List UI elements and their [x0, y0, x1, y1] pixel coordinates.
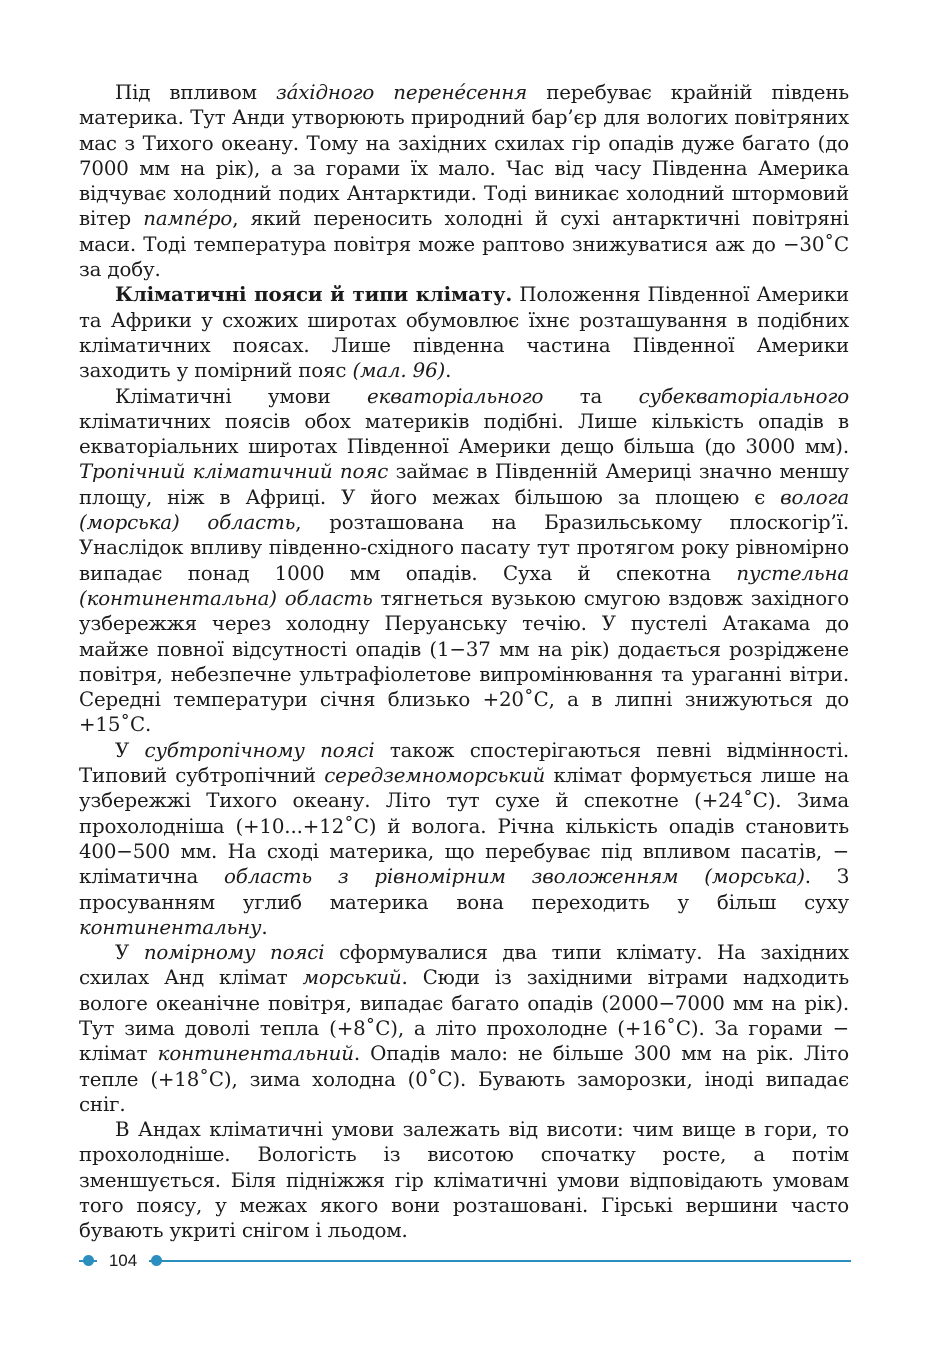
italic-term: континентальний — [157, 1042, 354, 1066]
italic-term: середземноморський — [324, 764, 546, 788]
footer-dot-icon — [83, 1255, 94, 1266]
italic-term: континентальну — [79, 915, 262, 939]
italic-term: помірному поясі — [143, 941, 325, 965]
italic-term: Тропічний кліматичний пояс — [79, 460, 389, 484]
text-run: . З просуванням углиб материка вона переходить у більш суху — [79, 865, 849, 914]
text-run: . Опадів мало: не більше 300 мм на рік. Літо тепле (+18˚С), зима холодна (0˚С). Бувають заморозки, іноді випадає сніг. — [79, 1042, 849, 1116]
italic-term: екваторіального — [367, 384, 544, 408]
page-body — [79, 80, 849, 1244]
italic-term: субтропічному поясі — [144, 738, 375, 762]
italic-term: пампéро — [143, 207, 233, 231]
footer-rule — [79, 1260, 851, 1262]
bold-heading: Кліматичні пояси й типи клімату. — [115, 282, 513, 307]
text-run: тягнеться вузькою смугою вздовж західного узбережжя через холодну Перуанську течію. У пустелі Атакама до майже повної відсутності опадів (1−37 мм на рік) додається розріджене повітря, небезпечне ультрафіолетове випромінювання та ураганні вітри. Середні температури січня близько +20˚С, а в липні знижуються до +15˚С. — [79, 586, 849, 737]
text-run: також спостерігаються певні відмінності. Типовий субтропічний — [79, 738, 849, 788]
italic-term: (мал. 96) — [352, 359, 446, 383]
text-run: та — [543, 384, 639, 408]
italic-term: зáхідного перенéсення — [276, 81, 528, 104]
paragraph-temperate — [79, 940, 849, 1117]
text-run: , розташована на Бразильському плоскогір’ї. Унаслідок впливу південно-східного пасату тут протягом року рівномірно випадає понад 1000 мм опадів. Суха й спекотна — [79, 511, 849, 585]
text-run: клімат формується лише на узбережжі Тихого океану. Літо тут сухе й спекотне (+24˚С). Зима прохолодніша (+10...+12˚С) й волога. Річна кількість опадів становить 400−500 мм. На сході материка, що перебуває під впливом пасатів, − кліматична — [79, 764, 850, 889]
paragraph-climate-belts — [79, 282, 849, 383]
paragraph-westerlies — [79, 80, 849, 282]
footer-dot-icon — [151, 1255, 162, 1266]
text-run: . — [445, 359, 452, 383]
paragraph-subtropical — [79, 738, 849, 940]
italic-term: область з рівномірним зволоженням (морська) — [224, 865, 805, 889]
text-run: . Сюди із західними вітрами надходить вологе океанічне повітря, випадає багато опадів (2000−7000 мм на рік). Тут зима доволі тепла (+8˚С), а літо прохолодне (+16˚С). За горами − клімат — [79, 966, 850, 1066]
text-run: Кліматичні умови — [115, 384, 367, 408]
italic-term: пустельна (континентальна) область — [79, 561, 849, 610]
italic-term: морський — [302, 966, 402, 990]
text-run: У — [115, 941, 144, 965]
italic-term: субекваторіального — [638, 384, 849, 408]
text-run: , який переносить холодні й сухі антарктичні повітряні маси. Тоді температура повітря може раптово знижуватися аж до −30˚С за добу. — [79, 207, 849, 282]
text-run: В Андах кліматичні умови залежать від висоти: чим вище в гори, то прохолодніше. Вологість із висотою спочатку росте, а потім зменшується. Біля підніжжя гір кліматичні умови відповідають умовам того поясу, у межах якого вони розташовані. Гірські вершини часто бувають укриті снігом і льодом. — [79, 1118, 849, 1243]
text-run: займає в Південній Америці значно меншу площу, ніж в Африці. У його межах більшою за площею є — [79, 460, 849, 509]
paragraph-andes — [79, 1117, 849, 1243]
page-number: 104 — [97, 1250, 149, 1272]
text-run: У — [115, 738, 145, 762]
text-run: Положення Південної Америки та Африки у схожих широтах обумовлює їхнє розташування в подібних кліматичних поясах. Лише південна частина Південної Америки заходить у помірний пояс — [79, 283, 849, 383]
page-footer — [79, 1250, 851, 1274]
italic-term: волога (морська) область — [79, 485, 849, 535]
paragraph-equatorial-tropical — [79, 384, 849, 738]
text-run: кліматичних поясів обох материків подібні. Лише кількість опадів в екваторіальних широтах Південної Америки дещо більша (до 3000 мм). — [79, 409, 849, 459]
text-run: Під впливом — [115, 81, 277, 104]
text-run: сформувалися два типи клімату. На західних схилах Анд клімат — [79, 941, 849, 990]
text-run: перебуває крайній південь материка. Тут Анди утворюють природний бар’єр для вологих повітряних мас з Тихого океану. Тому на західних схилах гір опадів дуже багато (до 7000 мм на рік), а за горами їх мало. Час від часу Південна Америка відчуває холодний подих Антарктиди. Тоді виникає холодний штормовий вітер — [79, 81, 849, 231]
text-run: . — [261, 915, 268, 939]
